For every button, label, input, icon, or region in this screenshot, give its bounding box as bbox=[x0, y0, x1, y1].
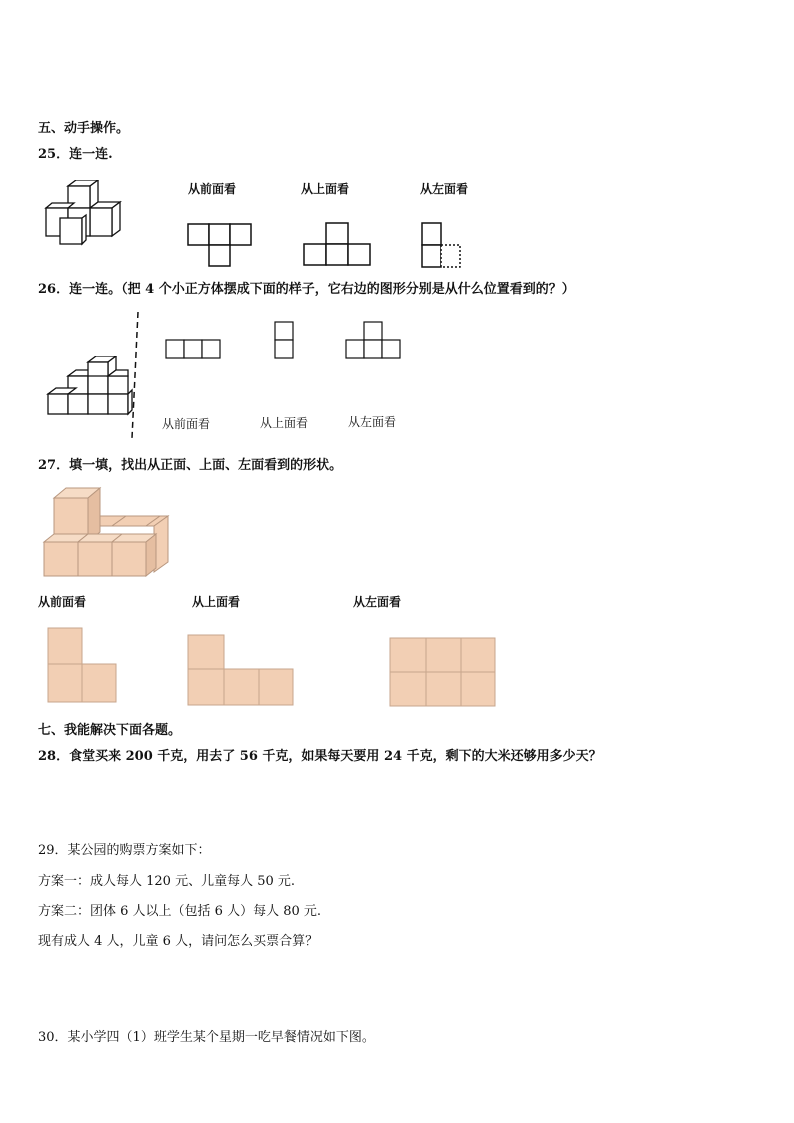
q28-text: 28．食堂买来 200 千克，用去了 56 千克，如果每天要用 24 千克，剩下的大米还够用多少天？ bbox=[38, 749, 602, 764]
q25-shape-t[interactable] bbox=[186, 222, 256, 268]
q26-divider-dashed bbox=[128, 310, 142, 440]
q27-front-view-shape[interactable] bbox=[46, 626, 120, 706]
q26-cube-stack-figure bbox=[44, 356, 134, 418]
section-7-heading: 七、我能解决下面各题。 bbox=[38, 723, 182, 738]
q26-shape-row3[interactable] bbox=[164, 338, 222, 360]
q25-shape-l[interactable] bbox=[419, 220, 465, 270]
q29-question: 现有成人 4 人，儿童 6 人，请问怎么买票合算？ bbox=[38, 934, 319, 949]
q25-label-top: 从上面看 bbox=[301, 182, 350, 196]
q27-label-front: 从前面看 bbox=[38, 595, 87, 609]
q29-text: 29．某公园的购票方案如下： bbox=[38, 843, 211, 858]
q25-shape-inverted-t[interactable] bbox=[302, 220, 374, 268]
q26-label-front: 从前面看 bbox=[162, 417, 211, 431]
q26-shape-column2[interactable] bbox=[273, 320, 297, 360]
q26-shape-inverted-t[interactable] bbox=[344, 320, 402, 360]
q29-plan2: 方案二：团体 6 人以上（包括 6 人）每人 80 元. bbox=[38, 904, 322, 919]
section-5-heading: 五、动手操作。 bbox=[38, 121, 130, 136]
q27-cube-figure bbox=[42, 486, 172, 578]
q26-label-left: 从左面看 bbox=[348, 415, 397, 429]
q29-plan1: 方案一：成人每人 120 元、儿童每人 50 元. bbox=[38, 874, 296, 889]
q25-label-front: 从前面看 bbox=[188, 182, 237, 196]
q25-label-left: 从左面看 bbox=[420, 182, 469, 196]
q25-title: 25．连一连. bbox=[38, 147, 113, 162]
q27-left-view-shape[interactable] bbox=[388, 636, 498, 708]
q27-title: 27．填一填，找出从正面、上面、左面看到的形状。 bbox=[38, 458, 343, 473]
q26-label-top: 从上面看 bbox=[260, 416, 309, 430]
q30-text: 30．某小学四（1）班学生某个星期一吃早餐情况如下图。 bbox=[38, 1030, 375, 1045]
q27-label-left: 从左面看 bbox=[353, 595, 402, 609]
q25-cube-stack-figure bbox=[40, 180, 140, 248]
q27-top-view-shape[interactable] bbox=[186, 633, 296, 707]
q27-label-top: 从上面看 bbox=[192, 595, 241, 609]
q26-title: 26．连一连。（把 4 个小正方体摆成下面的样子，它右边的图形分别是从什么位置看到的？） bbox=[38, 282, 575, 297]
